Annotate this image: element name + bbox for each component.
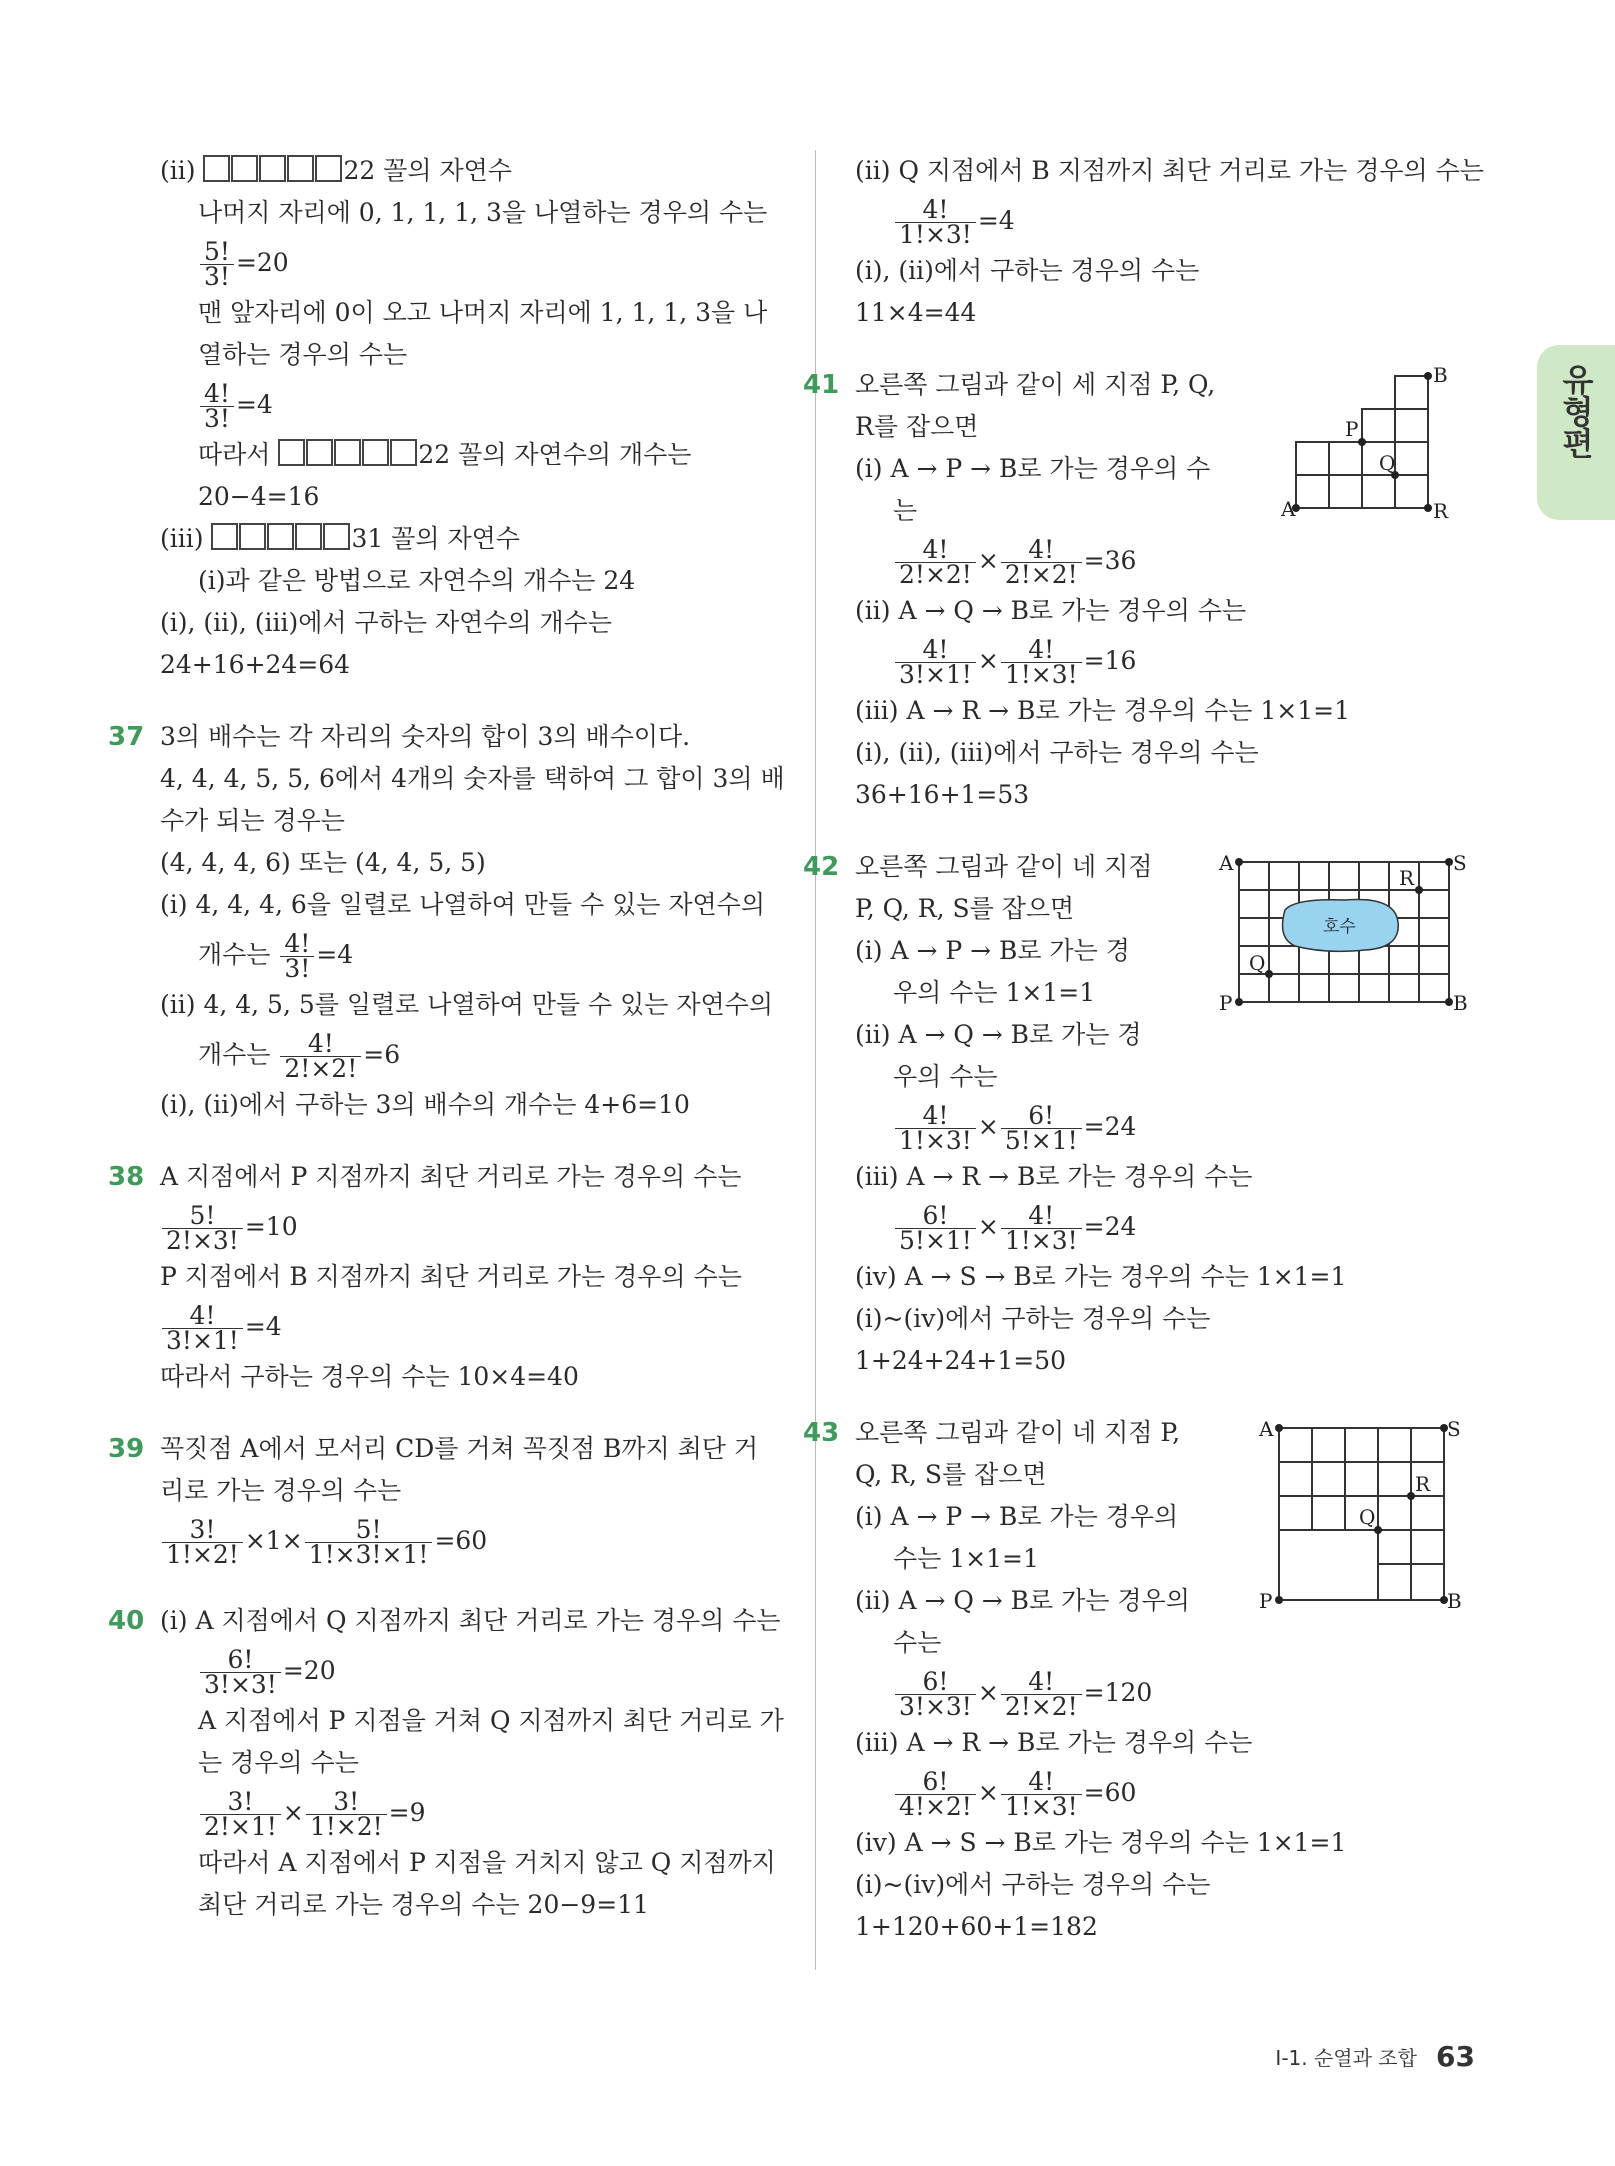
text-line: 따라서 [198, 440, 279, 469]
text-line: (ⅰ), (ⅱ), (ⅲ)에서 구하는 경우의 수는 [855, 738, 1259, 767]
text-line: P, Q, R, S를 잡으면 [855, 894, 1075, 923]
text-line: 우의 수는 1×1=1 [893, 978, 1096, 1007]
text-line: 11×4=44 [855, 298, 977, 327]
solution-38 [108, 1156, 800, 1398]
solution-37 [108, 716, 800, 1126]
equation-result: =4 [977, 206, 1015, 235]
equation-result: =6 [363, 1040, 401, 1069]
text-line: 개수는 [198, 1040, 279, 1069]
text-line: 수는 [893, 1628, 942, 1657]
fraction: $\frac{4!}{2!\times 2!}$ [895, 538, 976, 587]
problem-number: 43 [803, 1418, 840, 1448]
label-R: R [1433, 499, 1449, 523]
fraction: $\frac{6!}{4!\times 2!}$ [895, 1770, 976, 1819]
left-column [108, 150, 800, 1926]
operator: × [977, 646, 999, 675]
text-line: 최단 거리로 가는 경우의 수는 20−9=11 [198, 1890, 649, 1919]
problem-number: 40 [108, 1606, 145, 1636]
equation-result: =9 [388, 1798, 426, 1827]
text-line: (ⅱ) A → Q → B로 가는 경우의 [855, 1586, 1190, 1615]
grid-figure-42 [1215, 850, 1468, 1015]
section-tab-label: 유형편 [1557, 363, 1595, 459]
text-line: (ⅱ) Q 지점에서 B 지점까지 최단 거리로 가는 경우의 수는 [855, 156, 1484, 185]
fraction: $\frac{5!}{2!\times 3!}$ [162, 1204, 243, 1253]
text-line: 열하는 경우의 수는 [198, 340, 408, 369]
equation-result: =60 [434, 1526, 488, 1555]
label-A: A [1259, 1417, 1274, 1441]
text-line: 1+120+60+1=182 [855, 1912, 1098, 1941]
fraction: $\frac{4!}{1!\times 3!}$ [1001, 638, 1082, 687]
solution-40-continued [855, 150, 1484, 334]
fraction: $\frac{4!}{2!\times 2!}$ [1001, 1670, 1082, 1719]
fraction: $\frac{4!}{1!\times 3!}$ [895, 1104, 976, 1153]
text-line: 24+16+24=64 [160, 650, 351, 679]
text-line: (ⅰ) A → P → B로 가는 경 [855, 936, 1130, 965]
text-line: (ⅰ) 4, 4, 4, 6을 일렬로 나열하여 만들 수 있는 자연수의 [160, 890, 765, 919]
text-line: (ⅰ) A → P → B로 가는 경우의 [855, 1502, 1179, 1531]
label-B: B [1433, 363, 1448, 387]
problem-number: 41 [803, 370, 840, 400]
text-line: (ⅱ) A → Q → B로 가는 경우의 수는 [855, 596, 1247, 625]
text-line: 맨 앞자리에 0이 오고 나머지 자리에 1, 1, 1, 3을 나 [198, 298, 768, 327]
equation-result: =36 [1083, 546, 1137, 575]
text-line: (ⅱ) [160, 156, 204, 185]
fraction: $\frac{5!}{1!\times 3!\times 1!}$ [305, 1518, 433, 1567]
text-line: 우의 수는 [893, 1062, 998, 1091]
text-line: (ⅳ) A → S → B로 가는 경우의 수는 1×1=1 [855, 1262, 1347, 1291]
equation-result: =20 [235, 248, 289, 277]
equation-result: =24 [1083, 1112, 1137, 1141]
label-Q: Q [1379, 451, 1396, 475]
label-B: B [1453, 991, 1468, 1015]
problem-number: 39 [108, 1434, 145, 1464]
text-line: R를 잡으면 [855, 412, 979, 441]
label-A: A [1219, 851, 1234, 875]
label-S: S [1447, 1417, 1461, 1441]
label-P: P [1219, 991, 1233, 1015]
equation-result: =16 [1083, 646, 1137, 675]
text-line: 수가 되는 경우는 [160, 806, 345, 835]
text-line: 오른쪽 그림과 같이 세 지점 P, Q, [855, 370, 1216, 399]
fraction: $\frac{5!}{3!}$ [200, 240, 234, 289]
text-line: (ⅱ) 4, 4, 5, 5를 일렬로 나열하여 만들 수 있는 자연수의 [160, 990, 773, 1019]
text-line: (ⅰ), (ⅱ)에서 구하는 3의 배수의 개수는 4+6=10 [160, 1090, 690, 1119]
text-line: (ⅱ) A → Q → B로 가는 경 [855, 1020, 1142, 1049]
equation-result: =4 [235, 390, 273, 419]
text-line: 는 [893, 496, 918, 525]
digit-boxes [203, 156, 343, 185]
text-line: Q, R, S를 잡으면 [855, 1460, 1047, 1489]
equation-result: =4 [244, 1312, 282, 1341]
text-line: (ⅰ)~(ⅳ)에서 구하는 경우의 수는 [855, 1870, 1211, 1899]
text-line: 3의 배수는 각 자리의 숫자의 합이 3의 배수이다. [160, 722, 691, 751]
text-line: (4, 4, 4, 6) 또는 (4, 4, 5, 5) [160, 848, 486, 877]
text-line: 꼭짓점 A에서 모서리 CD를 거쳐 꼭짓점 B까지 최단 거 [160, 1434, 759, 1463]
text-line: (ⅰ)~(ⅳ)에서 구하는 경우의 수는 [855, 1304, 1211, 1333]
text-line: (ⅰ) A → P → B로 가는 경우의 수 [855, 454, 1211, 483]
text-line: 나머지 자리에 0, 1, 1, 1, 3을 나열하는 경우의 수는 [198, 198, 768, 227]
text-line: 따라서 구하는 경우의 수는 10×4=40 [160, 1362, 579, 1391]
text-line: (ⅳ) A → S → B로 가는 경우의 수는 1×1=1 [855, 1828, 1347, 1857]
text-line: A 지점에서 P 지점까지 최단 거리로 가는 경우의 수는 [160, 1162, 742, 1191]
text-line: 수는 1×1=1 [893, 1544, 1039, 1573]
section-tab [1537, 345, 1615, 520]
text-line: 따라서 A 지점에서 P 지점을 거치지 않고 Q 지점까지 [198, 1848, 776, 1877]
text-line: (ⅲ) [160, 524, 212, 553]
text-line: (ⅰ), (ⅱ)에서 구하는 경우의 수는 [855, 256, 1200, 285]
fraction: $\frac{4!}{3!\times 1!}$ [895, 638, 976, 687]
fraction: $\frac{6!}{3!\times 3!}$ [200, 1648, 281, 1697]
operator: × [977, 546, 999, 575]
problem-number: 42 [803, 852, 840, 882]
equation-result: =120 [1083, 1678, 1153, 1707]
digit-boxes [211, 524, 351, 553]
fraction: $\frac{4!}{3!\times 1!}$ [162, 1304, 243, 1353]
page-number: 63 [1436, 2040, 1475, 2073]
text-line: (ⅰ) A 지점에서 Q 지점까지 최단 거리로 가는 경우의 수는 [160, 1606, 781, 1635]
label-Q: Q [1359, 1505, 1376, 1529]
solution-43 [803, 1412, 1475, 1948]
text-line: 20−4=16 [198, 482, 320, 511]
grid-figure-43 [1255, 1416, 1462, 1616]
text-line: (ⅲ) A → R → B로 가는 경우의 수는 [855, 1728, 1253, 1757]
equation-result: =60 [1083, 1778, 1137, 1807]
fraction: $\frac{6!}{5!\times 1!}$ [895, 1204, 976, 1253]
fraction: $\frac{4!}{2!\times 2!}$ [280, 1032, 361, 1081]
operator: × [282, 1798, 304, 1827]
fraction: $\frac{4!}{1!\times 3!}$ [1001, 1770, 1082, 1819]
label-R: R [1399, 866, 1415, 890]
fraction: $\frac{3!}{1!\times 2!}$ [162, 1518, 243, 1567]
text-line: 오른쪽 그림과 같이 네 지점 [855, 852, 1153, 881]
column-divider [815, 150, 816, 1970]
label-R: R [1415, 1472, 1431, 1496]
text-line: (ⅲ) A → R → B로 가는 경우의 수는 [855, 1162, 1253, 1191]
operator: × [977, 1778, 999, 1807]
fraction: $\frac{4!}{1!\times 3!}$ [1001, 1204, 1082, 1253]
text-line: 22 꼴의 자연수의 개수는 [418, 440, 692, 469]
fraction: $\frac{4!}{2!\times 2!}$ [1001, 538, 1082, 587]
solution-41 [803, 363, 1475, 816]
text-line: 4, 4, 4, 5, 5, 6에서 4개의 숫자를 택하여 그 합이 3의 배 [160, 764, 785, 793]
solution-42 [803, 846, 1475, 1382]
label-P: P [1345, 417, 1359, 441]
label-S: S [1453, 851, 1467, 875]
text-line: P 지점에서 B 지점까지 최단 거리로 가는 경우의 수는 [160, 1262, 742, 1291]
digit-boxes [278, 440, 418, 469]
operator: × [977, 1678, 999, 1707]
label-Q: Q [1249, 951, 1266, 975]
solution-39 [108, 1428, 800, 1570]
label-P: P [1259, 1589, 1273, 1613]
solution-36-continued [160, 150, 800, 686]
solution-40 [108, 1600, 800, 1926]
equation-result: =24 [1083, 1212, 1137, 1241]
fraction: $\frac{3!}{2!\times 1!}$ [200, 1790, 281, 1839]
equation-result: =10 [244, 1212, 298, 1241]
fraction: $\frac{6!}{5!\times 1!}$ [1001, 1104, 1082, 1153]
right-column [803, 150, 1484, 1948]
fraction: $\frac{4!}{1!\times 3!}$ [895, 198, 976, 247]
text-line: 1+24+24+1=50 [855, 1346, 1067, 1375]
text-line: 개수는 [198, 940, 279, 969]
grid-figure-41 [1281, 363, 1455, 523]
text-line: 는 경우의 수는 [198, 1748, 359, 1777]
text-line: A 지점에서 P 지점을 거쳐 Q 지점까지 최단 거리로 가 [198, 1706, 784, 1735]
text-line: (ⅰ)과 같은 방법으로 자연수의 개수는 24 [198, 566, 636, 595]
text-line: 31 꼴의 자연수 [351, 524, 520, 553]
page-footer [1275, 2040, 1475, 2073]
operator: × [977, 1112, 999, 1141]
text-line: (ⅲ) A → R → B로 가는 경우의 수는 1×1=1 [855, 696, 1350, 725]
footer-section: Ⅰ-1. 순열과 조합 [1275, 2046, 1417, 2070]
problem-number: 37 [108, 722, 145, 752]
fraction: $\frac{4!}{3!}$ [280, 932, 314, 981]
fraction: $\frac{6!}{3!\times 3!}$ [895, 1670, 976, 1719]
label-B: B [1447, 1589, 1462, 1613]
text-line: (ⅰ), (ⅱ), (ⅲ)에서 구하는 자연수의 개수는 [160, 608, 612, 637]
text-line: 36+16+1=53 [855, 780, 1030, 809]
fraction: $\frac{3!}{1!\times 2!}$ [306, 1790, 387, 1839]
lake-label: 호수 [1323, 917, 1356, 937]
label-A: A [1281, 497, 1296, 521]
equation-result: =20 [282, 1656, 336, 1685]
text-line: 오른쪽 그림과 같이 네 지점 P, [855, 1418, 1181, 1447]
fraction: $\frac{4!}{3!}$ [200, 382, 234, 431]
problem-number: 38 [108, 1162, 145, 1192]
text-line: 22 꼴의 자연수 [343, 156, 512, 185]
operator: × [977, 1212, 999, 1241]
text-line: 리로 가는 경우의 수는 [160, 1476, 402, 1505]
equation-result: =4 [316, 940, 354, 969]
operator: ×1× [244, 1526, 303, 1555]
